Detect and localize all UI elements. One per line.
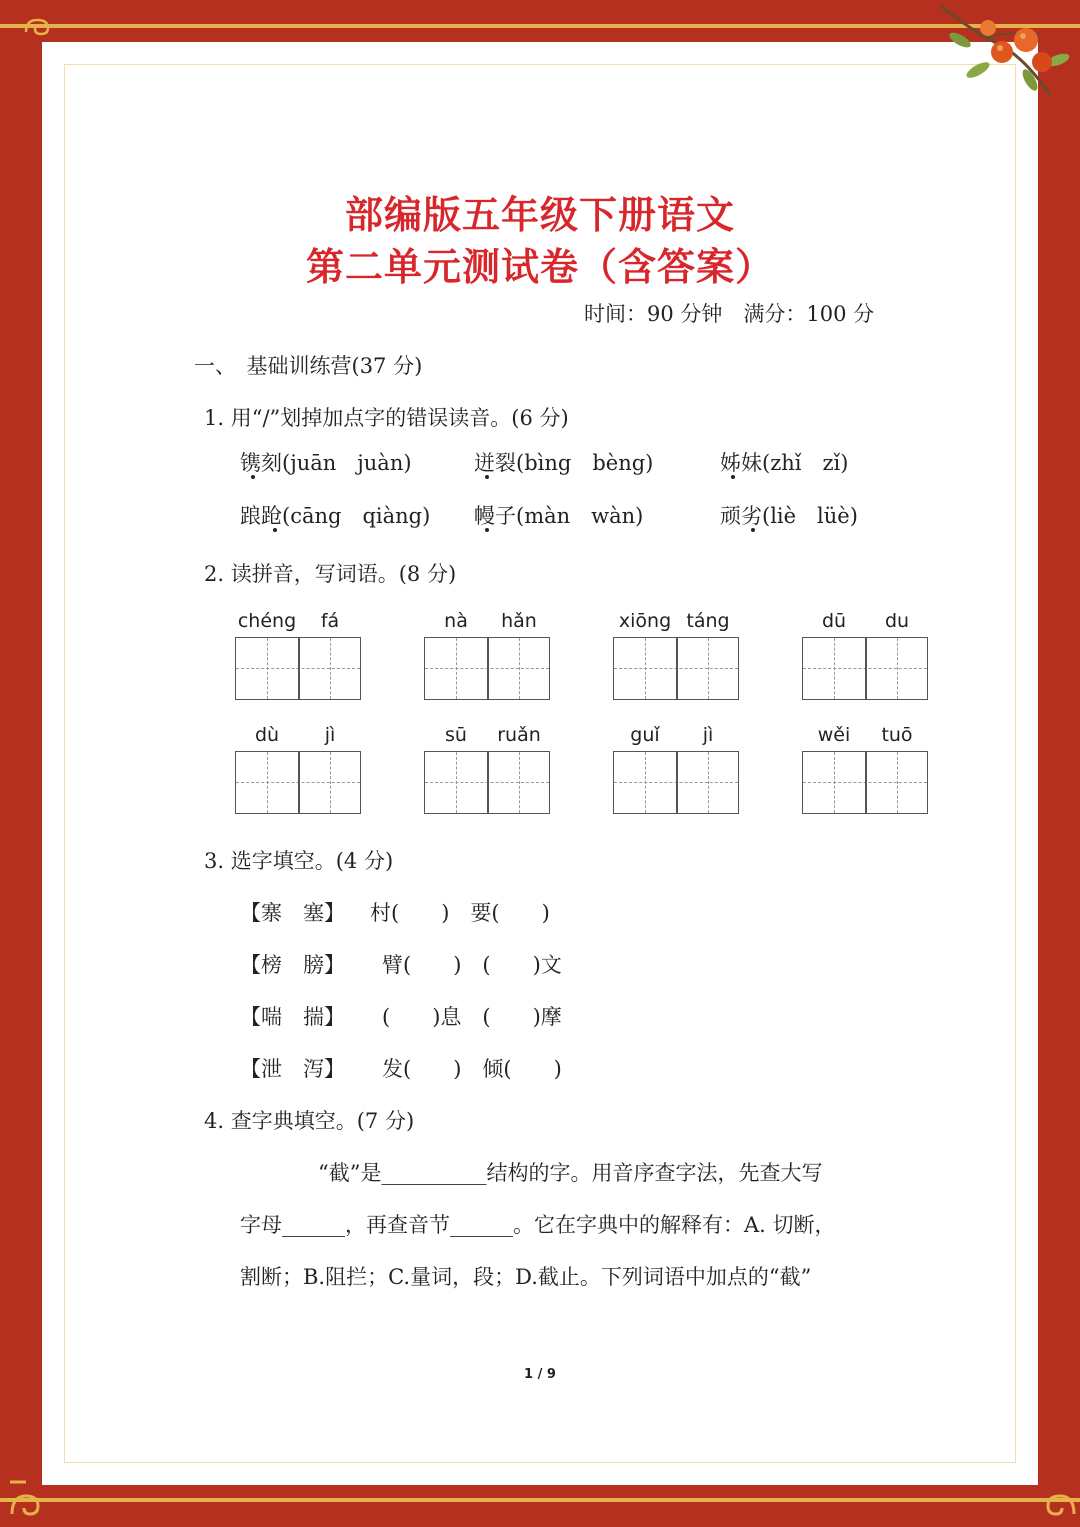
writing-grid[interactable] xyxy=(802,751,928,814)
emphasis-dot xyxy=(273,528,277,532)
q4-line-3: 割断；B.阻拦；C.量词，段；D.截止。下列词语中加点的“截” xyxy=(240,1265,812,1289)
q3-blanks[interactable]: 村( ) 要( ) xyxy=(370,901,550,925)
pinyin-label: ruǎn xyxy=(497,724,541,746)
writing-grid[interactable] xyxy=(235,637,361,700)
exam-meta: 时间：90 分钟 满分：100 分 xyxy=(584,302,875,326)
emphasis-dot xyxy=(251,475,255,479)
pinyin-label: wěi xyxy=(817,724,851,746)
q3-prompt: 3. 选字填空。(4 分) xyxy=(204,849,394,873)
pinyin-label: sū xyxy=(445,724,467,746)
q4-line-1: “截”是__________结构的字。用音序查字法，先查大写 xyxy=(318,1161,823,1185)
pinyin-label: jì xyxy=(324,724,336,746)
q2-prompt: 2. 读拼音，写词语。(8 分) xyxy=(204,562,457,586)
writing-grid[interactable] xyxy=(613,751,739,814)
pinyin-label: xiōng xyxy=(618,610,672,632)
writing-grid[interactable] xyxy=(613,637,739,700)
q3-chars: 【泄 泻】 xyxy=(240,1057,345,1081)
q1-item: 顽劣(liè lüè) xyxy=(720,504,858,528)
q1-item: 幔子(màn wàn) xyxy=(474,504,644,528)
gold-line-bottom xyxy=(0,1498,1080,1502)
writing-grid[interactable] xyxy=(424,637,550,700)
pinyin-label: tuō xyxy=(881,724,913,746)
document-page xyxy=(42,42,1038,1485)
title-line-1: 部编版五年级下册语文 xyxy=(344,193,735,237)
pinyin-label: du xyxy=(884,610,910,632)
emphasis-dot xyxy=(751,528,755,532)
pinyin-label: dū xyxy=(821,610,847,632)
writing-grid[interactable] xyxy=(802,637,928,700)
q3-blanks[interactable]: 臂( ) ( )文 xyxy=(382,953,562,977)
pinyin-label: chéng xyxy=(237,610,297,632)
q1-item: 踉跄(cāng qiàng) xyxy=(240,504,431,528)
cloud-ornament-icon xyxy=(22,14,52,38)
q1-item: 姊妹(zhǐ zǐ) xyxy=(720,451,849,475)
emphasis-dot xyxy=(485,475,489,479)
q3-chars: 【寨 塞】 xyxy=(240,901,345,925)
q1-item: 镌刻(juān juàn) xyxy=(240,451,412,475)
q1-prompt: 1. 用“/”划掉加点字的错误读音。(6 分) xyxy=(204,406,569,430)
pinyin-label: guǐ xyxy=(630,724,660,746)
title-line-2: 第二单元测试卷（含答案） xyxy=(305,245,774,289)
emphasis-dot xyxy=(485,528,489,532)
pinyin-label: táng xyxy=(686,610,730,632)
section-1-title: 一、 基础训练营(37 分) xyxy=(194,354,423,378)
gold-line-top xyxy=(0,24,1080,28)
pinyin-label: nà xyxy=(444,610,468,632)
q3-blanks[interactable]: 发( ) 倾( ) xyxy=(382,1057,562,1081)
q4-line-2: 字母______，再查音节______。它在字典中的解释有：A. 切断， xyxy=(240,1213,836,1237)
q3-blanks[interactable]: ( )息 ( )摩 xyxy=(382,1005,562,1029)
q3-chars: 【喘 揣】 xyxy=(240,1005,345,1029)
page-number: 1 / 9 xyxy=(524,1367,556,1382)
q3-chars: 【榜 膀】 xyxy=(240,953,345,977)
pinyin-label: fá xyxy=(320,610,340,632)
persimmon-branch-icon xyxy=(930,0,1080,115)
pinyin-label: jì xyxy=(702,724,714,746)
pinyin-label: hǎn xyxy=(501,610,537,632)
pinyin-label: dù xyxy=(254,724,280,746)
writing-grid[interactable] xyxy=(424,751,550,814)
emphasis-dot xyxy=(731,475,735,479)
q4-prompt: 4. 查字典填空。(7 分) xyxy=(204,1109,415,1133)
writing-grid[interactable] xyxy=(235,751,361,814)
q1-item: 迸裂(bìng bèng) xyxy=(474,451,654,475)
